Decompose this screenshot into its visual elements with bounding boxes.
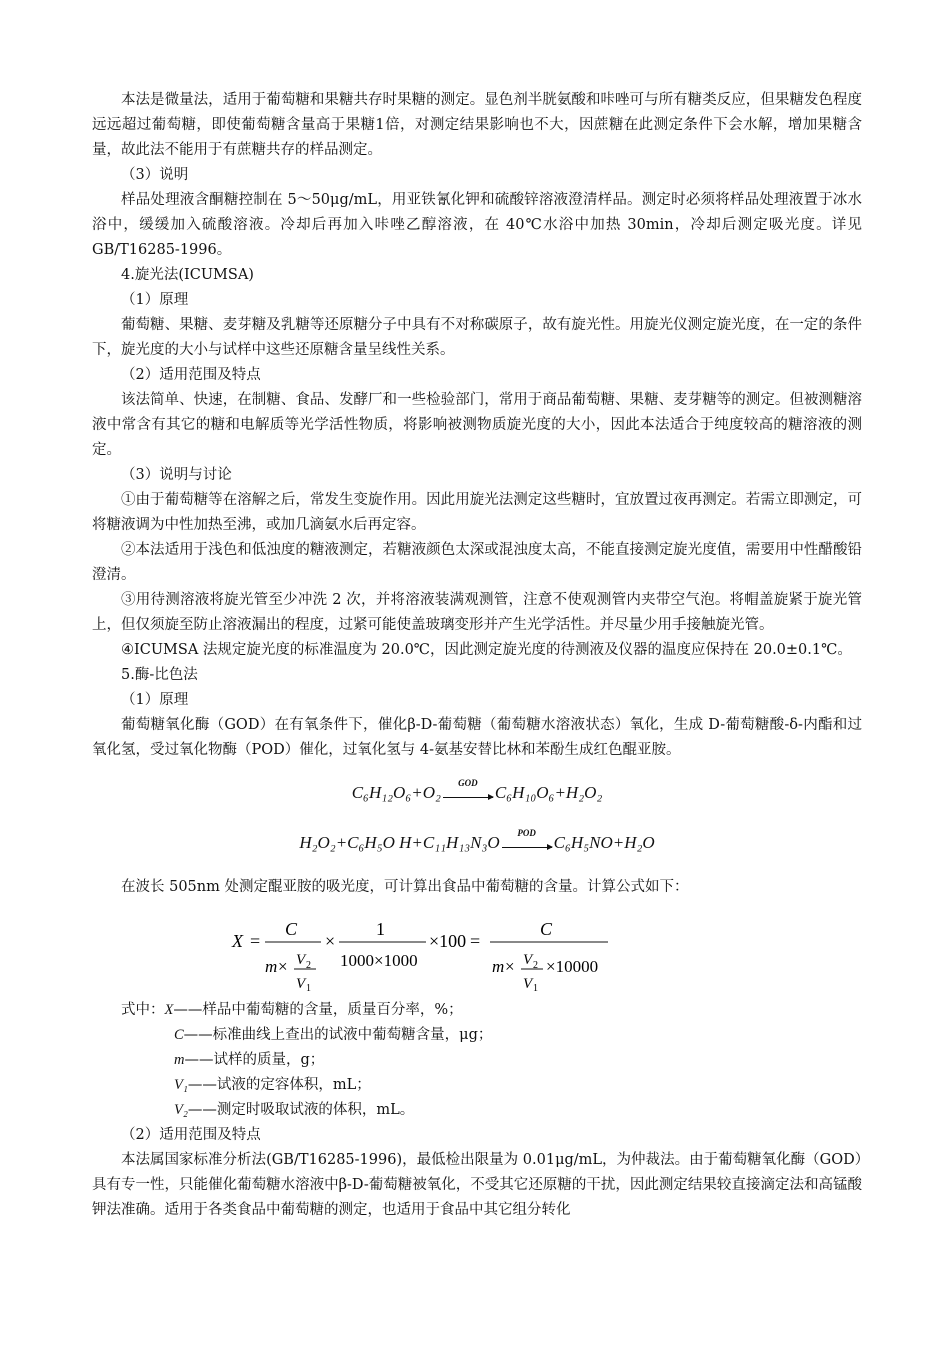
- definition-item: [92, 1048, 862, 1073]
- subheading: （2）适用范围及特点: [121, 1127, 261, 1143]
- formula-denominator: 1000×1000: [340, 951, 418, 970]
- definition-text: ——标准曲线上查出的试液中葡萄糖含量，μg；: [183, 1027, 493, 1043]
- definition-item: [92, 1098, 862, 1123]
- formula-times: ×: [325, 931, 336, 951]
- definition-item: [92, 1073, 862, 1098]
- enzyme-label: POD: [517, 827, 536, 838]
- formula-multiplier: ×100: [429, 931, 467, 951]
- paragraph: 样品处理液含酮糖控制在 5～50μg/mL，用亚铁氰化钾和硫酸锌溶液澄清样品。测定时必须将样品处理液置于冰水浴中，缓缓加入硫酸溶液。冷却后再加入咔唑乙醇溶液，在 40℃水浴中加热 30min，冷却后测定吸光度。详见 GB/T16285-1996。: [92, 192, 862, 258]
- formula-equals: =: [250, 931, 261, 951]
- formula-times: ×: [505, 957, 515, 976]
- paragraph: ③用待测溶液将旋光管至少冲洗 2 次，并将溶液装满观测管，注意不使观测管内夹带空气泡。将帽盖旋紧于旋光管上，但仅须旋至防止溶液漏出的程度，过紧可能使盖玻璃变形并产生光学活性。并尽量少用手接触旋光管。: [92, 592, 862, 633]
- definition-text: ——测定时吸取试液的体积，mL。: [187, 1102, 415, 1118]
- definition-symbol: C: [174, 1027, 184, 1043]
- paragraph: 本法属国家标准分析法(GB/T16285-1996)，最低检出限量为 0.01μg/mL，为仲裁法。由于葡萄糖氧化酶（GOD）具有专一性，只能催化葡萄糖水溶液中β-D-葡萄糖被氧化，不受其它还原糖的干扰，因此测定结果较直接滴定法和高锰酸钾法准确。适用于各类食品中葡萄糖的测定，也适用于食品中其它组分转化: [92, 1152, 862, 1218]
- formula-graphic: [92, 902, 862, 994]
- reaction-arrow: [502, 827, 552, 845]
- document-body: [92, 88, 862, 1223]
- definition-intro: 式中：: [121, 1002, 165, 1018]
- paragraph: 葡萄糖氧化酶（GOD）在有氧条件下，催化β-D-葡萄糖（葡萄糖水溶液状态）氧化，生成 D-葡萄糖酸-δ-内酯和过氧化氢，受过氧化物酶（POD）催化，过氧化氢与 4-氨基安替比林和苯酚生成红色醌亚胺。: [92, 717, 862, 758]
- chemical-equation-god: [92, 773, 862, 813]
- formula-v2: V: [296, 952, 306, 968]
- definition-text: ——样品中葡萄糖的含量，质量百分率，%；: [173, 1002, 463, 1018]
- formula-v1: V: [296, 976, 306, 992]
- formula-mass: m: [492, 957, 505, 976]
- formula-v1-sub: 1: [533, 983, 538, 994]
- formula-v1-sub: 1: [306, 983, 311, 994]
- definition-item: [92, 998, 862, 1023]
- paragraph: 在波长 505nm 处测定醌亚胺的吸光度，可计算出食品中葡萄糖的含量。计算公式如下：: [121, 879, 689, 895]
- definition-text: ——试样的质量，g；: [184, 1052, 325, 1068]
- formula-numerator: C: [540, 919, 553, 939]
- definition-symbol: X: [164, 1002, 174, 1018]
- formula-numerator: 1: [376, 919, 385, 939]
- paragraph: ①由于葡萄糖等在溶解之后，常发生变旋作用。因此用旋光法测定这些糖时，宜放置过夜再测定。若需立即测定，可将糖液调为中性加热至沸，或加几滴氨水后再定容。: [92, 492, 862, 533]
- paragraph: 葡萄糖、果糖、麦芽糖及乳糖等还原糖分子中具有不对称碳原子，故有旋光性。用旋光仪测定旋光度，在一定的条件下，旋光度的大小与试样中这些还原糖含量呈线性关系。: [92, 317, 862, 358]
- paragraph: ②本法适用于浅色和低浊度的糖液测定，若糖液颜色太深或混浊度太高，不能直接测定旋光度值，需要用中性醋酸铅澄清。: [92, 542, 862, 583]
- formula-numerator: C: [285, 919, 298, 939]
- formula-v2-sub: 2: [306, 960, 311, 971]
- definition-item: [92, 1023, 862, 1048]
- subheading: （2）适用范围及特点: [121, 367, 261, 383]
- paragraph: 该法简单、快速，在制糖、食品、发酵厂和一些检验部门，常用于商品葡萄糖、果糖、麦芽糖等的测定。但被测糖溶液中常含有其它的糖和电解质等光学活性物质，将影响被测物质旋光度的大小，因此本法适合于纯度较高的糖溶液的测定。: [92, 392, 862, 458]
- formula-lhs: X: [232, 931, 243, 951]
- formula-v2-sub: 2: [533, 960, 538, 971]
- formula-v1: V: [523, 976, 533, 992]
- equation-reactants: H₂O₂+C₆H₅O H+C₁₁H₁₃N₃O: [299, 833, 500, 852]
- formula-mass: m: [265, 957, 278, 976]
- paragraph: ④ICUMSA 法规定旋光度的标准温度为 20.0℃，因此测定旋光度的待测液及仪器的温度应保持在 20.0±0.1℃。: [121, 642, 852, 658]
- equation-products: C₆H₅NO+H₂O: [553, 833, 655, 852]
- definition-symbol: m: [174, 1052, 185, 1068]
- formula-v2: V: [523, 952, 533, 968]
- definition-symbol: V₁: [174, 1077, 188, 1093]
- definition-text: ——试液的定容体积，mL；: [187, 1077, 371, 1093]
- chemical-equation-pod: [92, 821, 862, 865]
- section-heading: 4.旋光法(ICUMSA): [121, 267, 254, 283]
- section-heading: 5.酶-比色法: [121, 667, 198, 683]
- subheading: （1）原理: [121, 292, 189, 308]
- subheading: （3）说明与讨论: [121, 467, 232, 483]
- formula-multiplier: ×10000: [546, 957, 599, 976]
- formula-times: ×: [278, 957, 288, 976]
- subheading: （3）说明: [121, 167, 189, 183]
- calculation-formula: [92, 902, 862, 994]
- equation-reactants: C₆H₁₂O₆+O₂: [351, 783, 441, 802]
- variable-definitions: [92, 998, 862, 1123]
- equation-products: C₆H₁₀O₆+H₂O₂: [494, 783, 603, 802]
- paragraph: 本法是微量法，适用于葡萄糖和果糖共存时果糖的测定。显色剂半胱氨酸和咔唑可与所有糖类反应，但果糖发色程度远远超过葡萄糖，即使葡萄糖含量高于果糖1倍，对测定结果影响也不大，因蔗糖在此测定条件下会水解，增加果糖含量，故此法不能用于有蔗糖共存的样品测定。: [92, 92, 862, 158]
- subheading: （1）原理: [121, 692, 189, 708]
- definition-symbol: V₂: [174, 1102, 188, 1118]
- enzyme-label: GOD: [458, 777, 478, 788]
- reaction-arrow: [443, 777, 493, 795]
- formula-equals: =: [470, 931, 481, 951]
